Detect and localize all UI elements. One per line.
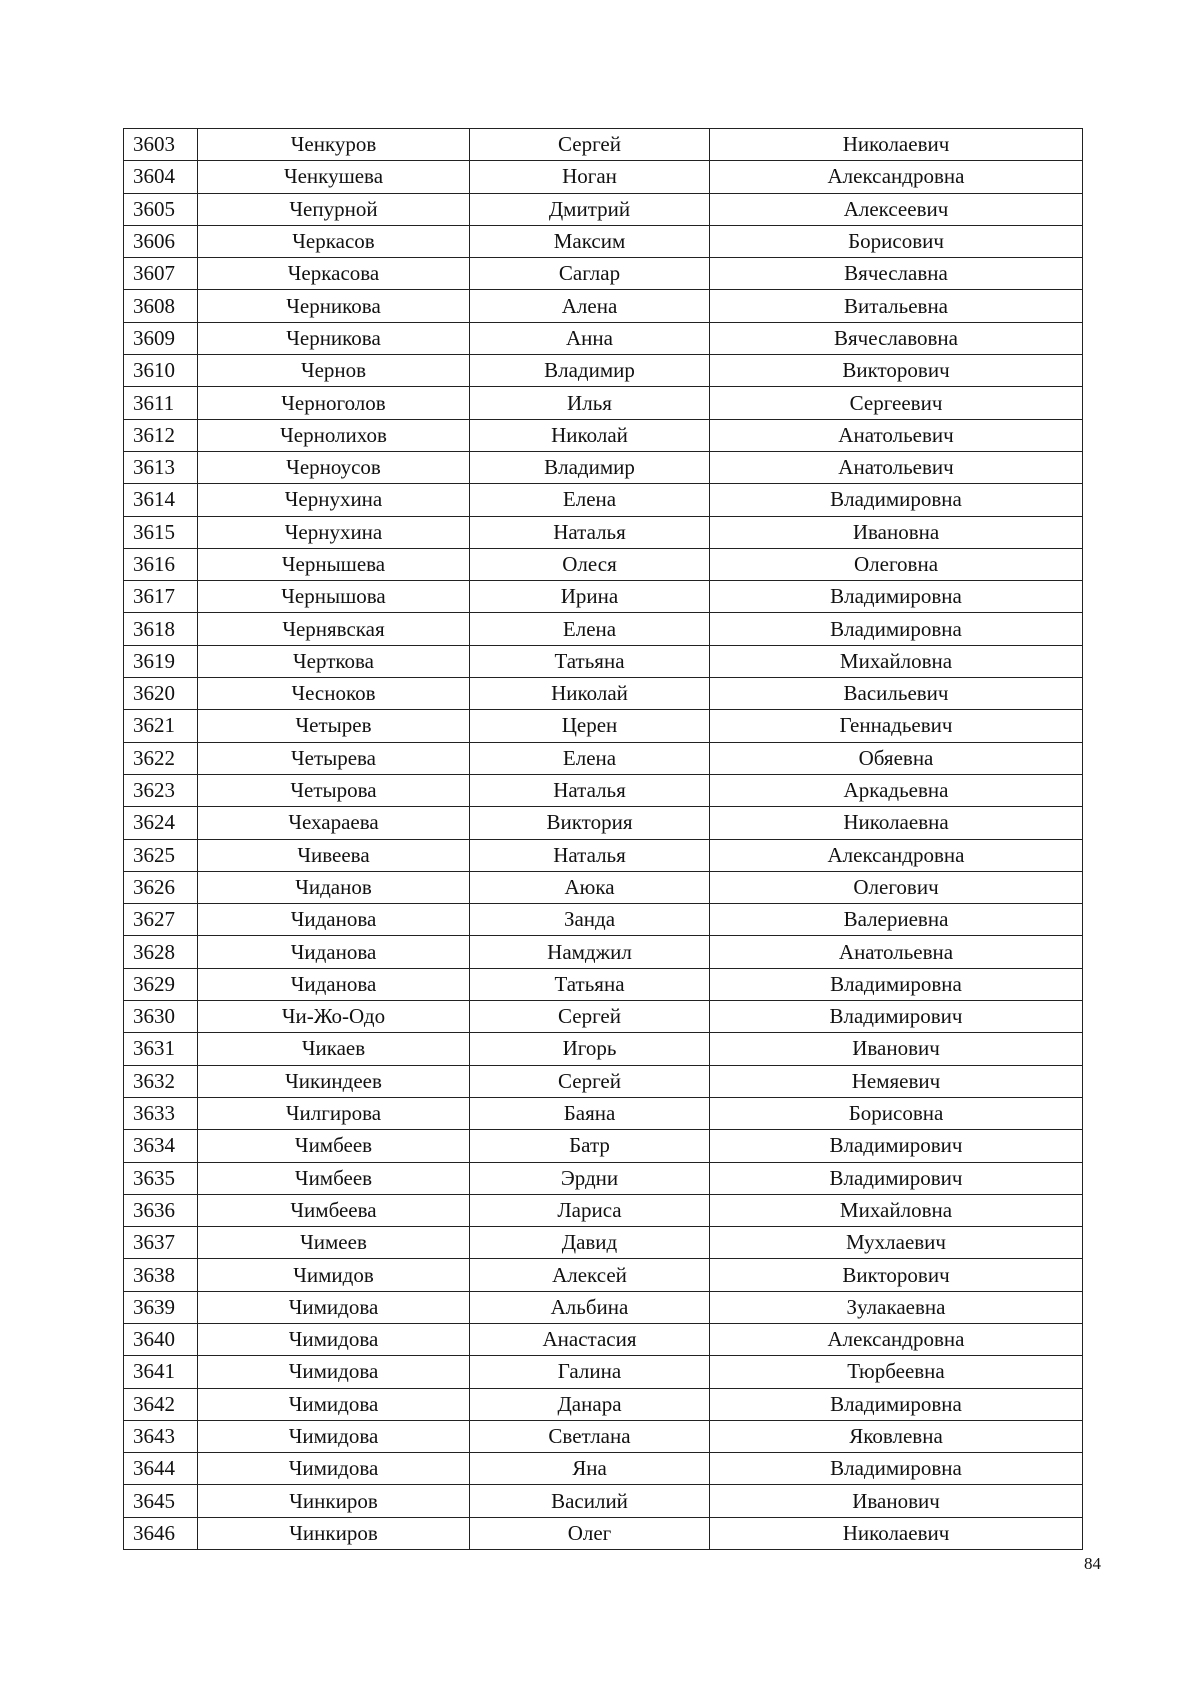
surname-cell: Чимидова — [198, 1420, 470, 1452]
table-row — [124, 1420, 1083, 1452]
surname-cell: Чинкиров — [198, 1485, 470, 1517]
table-row — [124, 1388, 1083, 1420]
table-row — [124, 1323, 1083, 1355]
number-cell: 3611 — [124, 387, 198, 419]
table-row — [124, 129, 1083, 161]
first-name-cell: Намджил — [470, 936, 710, 968]
first-name-cell: Елена — [470, 484, 710, 516]
table-row — [124, 387, 1083, 419]
first-name-cell: Батр — [470, 1130, 710, 1162]
roster-table-body — [124, 129, 1083, 1550]
table-row — [124, 742, 1083, 774]
first-name-cell: Занда — [470, 904, 710, 936]
table-row — [124, 904, 1083, 936]
number-cell: 3621 — [124, 710, 198, 742]
surname-cell: Чиданова — [198, 936, 470, 968]
patronymic-cell: Владимировна — [710, 581, 1083, 613]
table-row — [124, 419, 1083, 451]
number-cell: 3639 — [124, 1291, 198, 1323]
number-cell: 3643 — [124, 1420, 198, 1452]
patronymic-cell: Анатольевич — [710, 451, 1083, 483]
patronymic-cell: Обяевна — [710, 742, 1083, 774]
surname-cell: Ченкушева — [198, 161, 470, 193]
patronymic-cell: Сергеевич — [710, 387, 1083, 419]
number-cell: 3635 — [124, 1162, 198, 1194]
surname-cell: Черноголов — [198, 387, 470, 419]
patronymic-cell: Владимировна — [710, 613, 1083, 645]
table-row — [124, 484, 1083, 516]
number-cell: 3631 — [124, 1033, 198, 1065]
first-name-cell: Сергей — [470, 129, 710, 161]
first-name-cell: Алена — [470, 290, 710, 322]
table-row — [124, 678, 1083, 710]
patronymic-cell: Николаевна — [710, 807, 1083, 839]
table-row — [124, 290, 1083, 322]
patronymic-cell: Зулакаевна — [710, 1291, 1083, 1323]
surname-cell: Чимидова — [198, 1453, 470, 1485]
number-cell: 3612 — [124, 419, 198, 451]
first-name-cell: Сергей — [470, 1001, 710, 1033]
surname-cell: Четырева — [198, 742, 470, 774]
patronymic-cell: Ивановна — [710, 516, 1083, 548]
number-cell: 3604 — [124, 161, 198, 193]
first-name-cell: Ирина — [470, 581, 710, 613]
table-row — [124, 1517, 1083, 1549]
patronymic-cell: Анатольевна — [710, 936, 1083, 968]
number-cell: 3628 — [124, 936, 198, 968]
patronymic-cell: Тюрбеевна — [710, 1356, 1083, 1388]
surname-cell: Чимидов — [198, 1259, 470, 1291]
table-row — [124, 1065, 1083, 1097]
table-row — [124, 1356, 1083, 1388]
number-cell: 3633 — [124, 1097, 198, 1129]
table-row — [124, 1194, 1083, 1226]
first-name-cell: Баяна — [470, 1097, 710, 1129]
first-name-cell: Илья — [470, 387, 710, 419]
surname-cell: Четырова — [198, 774, 470, 806]
patronymic-cell: Владимирович — [710, 1130, 1083, 1162]
surname-cell: Чилгирова — [198, 1097, 470, 1129]
number-cell: 3634 — [124, 1130, 198, 1162]
number-cell: 3620 — [124, 678, 198, 710]
number-cell: 3626 — [124, 871, 198, 903]
patronymic-cell: Валериевна — [710, 904, 1083, 936]
first-name-cell: Анастасия — [470, 1323, 710, 1355]
number-cell: 3605 — [124, 193, 198, 225]
first-name-cell: Дмитрий — [470, 193, 710, 225]
number-cell: 3606 — [124, 225, 198, 257]
patronymic-cell: Немяевич — [710, 1065, 1083, 1097]
table-row — [124, 1453, 1083, 1485]
patronymic-cell: Михайловна — [710, 1194, 1083, 1226]
patronymic-cell: Алексеевич — [710, 193, 1083, 225]
table-row — [124, 710, 1083, 742]
table-row — [124, 839, 1083, 871]
number-cell: 3642 — [124, 1388, 198, 1420]
patronymic-cell: Аркадьевна — [710, 774, 1083, 806]
patronymic-cell: Александровна — [710, 839, 1083, 871]
number-cell: 3614 — [124, 484, 198, 516]
number-cell: 3636 — [124, 1194, 198, 1226]
patronymic-cell: Борисовна — [710, 1097, 1083, 1129]
first-name-cell: Елена — [470, 613, 710, 645]
patronymic-cell: Иванович — [710, 1033, 1083, 1065]
surname-cell: Чехараева — [198, 807, 470, 839]
first-name-cell: Елена — [470, 742, 710, 774]
patronymic-cell: Владимировна — [710, 1453, 1083, 1485]
surname-cell: Чикиндеев — [198, 1065, 470, 1097]
number-cell: 3617 — [124, 581, 198, 613]
surname-cell: Чиданова — [198, 968, 470, 1000]
surname-cell: Черникова — [198, 322, 470, 354]
first-name-cell: Сергей — [470, 1065, 710, 1097]
table-row — [124, 451, 1083, 483]
first-name-cell: Олеся — [470, 548, 710, 580]
number-cell: 3641 — [124, 1356, 198, 1388]
table-row — [124, 774, 1083, 806]
surname-cell: Чимбеев — [198, 1162, 470, 1194]
number-cell: 3623 — [124, 774, 198, 806]
patronymic-cell: Николаевич — [710, 1517, 1083, 1549]
patronymic-cell: Владимировна — [710, 1388, 1083, 1420]
patronymic-cell: Викторович — [710, 1259, 1083, 1291]
first-name-cell: Татьяна — [470, 968, 710, 1000]
surname-cell: Чиданов — [198, 871, 470, 903]
surname-cell: Чернухина — [198, 484, 470, 516]
first-name-cell: Саглар — [470, 258, 710, 290]
surname-cell: Чи-Жо-Одо — [198, 1001, 470, 1033]
surname-cell: Чернышова — [198, 581, 470, 613]
patronymic-cell: Викторович — [710, 355, 1083, 387]
surname-cell: Чернявская — [198, 613, 470, 645]
first-name-cell: Владимир — [470, 451, 710, 483]
table-row — [124, 645, 1083, 677]
first-name-cell: Давид — [470, 1227, 710, 1259]
number-cell: 3624 — [124, 807, 198, 839]
surname-cell: Чинкиров — [198, 1517, 470, 1549]
patronymic-cell: Борисович — [710, 225, 1083, 257]
patronymic-cell: Яковлевна — [710, 1420, 1083, 1452]
page-number: 84 — [1084, 1554, 1101, 1573]
first-name-cell: Максим — [470, 225, 710, 257]
patronymic-cell: Александровна — [710, 1323, 1083, 1355]
table-row — [124, 968, 1083, 1000]
first-name-cell: Наталья — [470, 774, 710, 806]
surname-cell: Чивеева — [198, 839, 470, 871]
table-row — [124, 1227, 1083, 1259]
patronymic-cell: Васильевич — [710, 678, 1083, 710]
surname-cell: Чимидова — [198, 1323, 470, 1355]
patronymic-cell: Николаевич — [710, 129, 1083, 161]
patronymic-cell: Александровна — [710, 161, 1083, 193]
table-row — [124, 548, 1083, 580]
table-row — [124, 1097, 1083, 1129]
table-row — [124, 193, 1083, 225]
surname-cell: Чимеев — [198, 1227, 470, 1259]
first-name-cell: Светлана — [470, 1420, 710, 1452]
number-cell: 3603 — [124, 129, 198, 161]
number-cell: 3630 — [124, 1001, 198, 1033]
table-row — [124, 936, 1083, 968]
patronymic-cell: Витальевна — [710, 290, 1083, 322]
patronymic-cell: Владимирович — [710, 1162, 1083, 1194]
first-name-cell: Церен — [470, 710, 710, 742]
patronymic-cell: Геннадьевич — [710, 710, 1083, 742]
surname-cell: Черкасова — [198, 258, 470, 290]
number-cell: 3632 — [124, 1065, 198, 1097]
first-name-cell: Галина — [470, 1356, 710, 1388]
table-row — [124, 225, 1083, 257]
table-row — [124, 1130, 1083, 1162]
patronymic-cell: Вячеславна — [710, 258, 1083, 290]
patronymic-cell: Владимировна — [710, 968, 1083, 1000]
table-row — [124, 1001, 1083, 1033]
table-row — [124, 581, 1083, 613]
number-cell: 3645 — [124, 1485, 198, 1517]
surname-cell: Черткова — [198, 645, 470, 677]
table-row — [124, 355, 1083, 387]
number-cell: 3640 — [124, 1323, 198, 1355]
first-name-cell: Игорь — [470, 1033, 710, 1065]
surname-cell: Чесноков — [198, 678, 470, 710]
first-name-cell: Татьяна — [470, 645, 710, 677]
table-row — [124, 807, 1083, 839]
number-cell: 3629 — [124, 968, 198, 1000]
number-cell: 3625 — [124, 839, 198, 871]
surname-cell: Четырев — [198, 710, 470, 742]
patronymic-cell: Вячеславовна — [710, 322, 1083, 354]
table-row — [124, 258, 1083, 290]
patronymic-cell: Анатольевич — [710, 419, 1083, 451]
first-name-cell: Яна — [470, 1453, 710, 1485]
number-cell: 3615 — [124, 516, 198, 548]
first-name-cell: Владимир — [470, 355, 710, 387]
number-cell: 3637 — [124, 1227, 198, 1259]
surname-cell: Чепурной — [198, 193, 470, 225]
first-name-cell: Алексей — [470, 1259, 710, 1291]
first-name-cell: Наталья — [470, 839, 710, 871]
table-row — [124, 1485, 1083, 1517]
surname-cell: Чиданова — [198, 904, 470, 936]
table-row — [124, 1033, 1083, 1065]
table-row — [124, 871, 1083, 903]
number-cell: 3638 — [124, 1259, 198, 1291]
surname-cell: Чимбеев — [198, 1130, 470, 1162]
number-cell: 3609 — [124, 322, 198, 354]
number-cell: 3622 — [124, 742, 198, 774]
surname-cell: Чернов — [198, 355, 470, 387]
patronymic-cell: Владимировна — [710, 484, 1083, 516]
first-name-cell: Ноган — [470, 161, 710, 193]
surname-cell: Чимидова — [198, 1291, 470, 1323]
patronymic-cell: Иванович — [710, 1485, 1083, 1517]
table-row — [124, 161, 1083, 193]
table-row — [124, 613, 1083, 645]
surname-cell: Чернухина — [198, 516, 470, 548]
number-cell: 3613 — [124, 451, 198, 483]
surname-cell: Чимидова — [198, 1356, 470, 1388]
number-cell: 3607 — [124, 258, 198, 290]
table-row — [124, 322, 1083, 354]
first-name-cell: Лариса — [470, 1194, 710, 1226]
table-row — [124, 1162, 1083, 1194]
number-cell: 3627 — [124, 904, 198, 936]
number-cell: 3618 — [124, 613, 198, 645]
first-name-cell: Наталья — [470, 516, 710, 548]
surname-cell: Черноусов — [198, 451, 470, 483]
surname-cell: Черникова — [198, 290, 470, 322]
table-row — [124, 1291, 1083, 1323]
number-cell: 3644 — [124, 1453, 198, 1485]
surname-cell: Чернолихов — [198, 419, 470, 451]
surname-cell: Чернышева — [198, 548, 470, 580]
number-cell: 3619 — [124, 645, 198, 677]
first-name-cell: Эрдни — [470, 1162, 710, 1194]
first-name-cell: Анна — [470, 322, 710, 354]
first-name-cell: Виктория — [470, 807, 710, 839]
table-row — [124, 516, 1083, 548]
patronymic-cell: Олегович — [710, 871, 1083, 903]
patronymic-cell: Мухлаевич — [710, 1227, 1083, 1259]
surname-cell: Чимбеева — [198, 1194, 470, 1226]
patronymic-cell: Михайловна — [710, 645, 1083, 677]
surname-cell: Чикаев — [198, 1033, 470, 1065]
first-name-cell: Олег — [470, 1517, 710, 1549]
number-cell: 3646 — [124, 1517, 198, 1549]
surname-cell: Черкасов — [198, 225, 470, 257]
first-name-cell: Альбина — [470, 1291, 710, 1323]
first-name-cell: Данара — [470, 1388, 710, 1420]
first-name-cell: Николай — [470, 419, 710, 451]
roster-table — [123, 128, 1083, 1550]
first-name-cell: Николай — [470, 678, 710, 710]
patronymic-cell: Олеговна — [710, 548, 1083, 580]
surname-cell: Ченкуров — [198, 129, 470, 161]
table-row — [124, 1259, 1083, 1291]
number-cell: 3608 — [124, 290, 198, 322]
number-cell: 3610 — [124, 355, 198, 387]
first-name-cell: Василий — [470, 1485, 710, 1517]
patronymic-cell: Владимирович — [710, 1001, 1083, 1033]
surname-cell: Чимидова — [198, 1388, 470, 1420]
first-name-cell: Аюка — [470, 871, 710, 903]
number-cell: 3616 — [124, 548, 198, 580]
